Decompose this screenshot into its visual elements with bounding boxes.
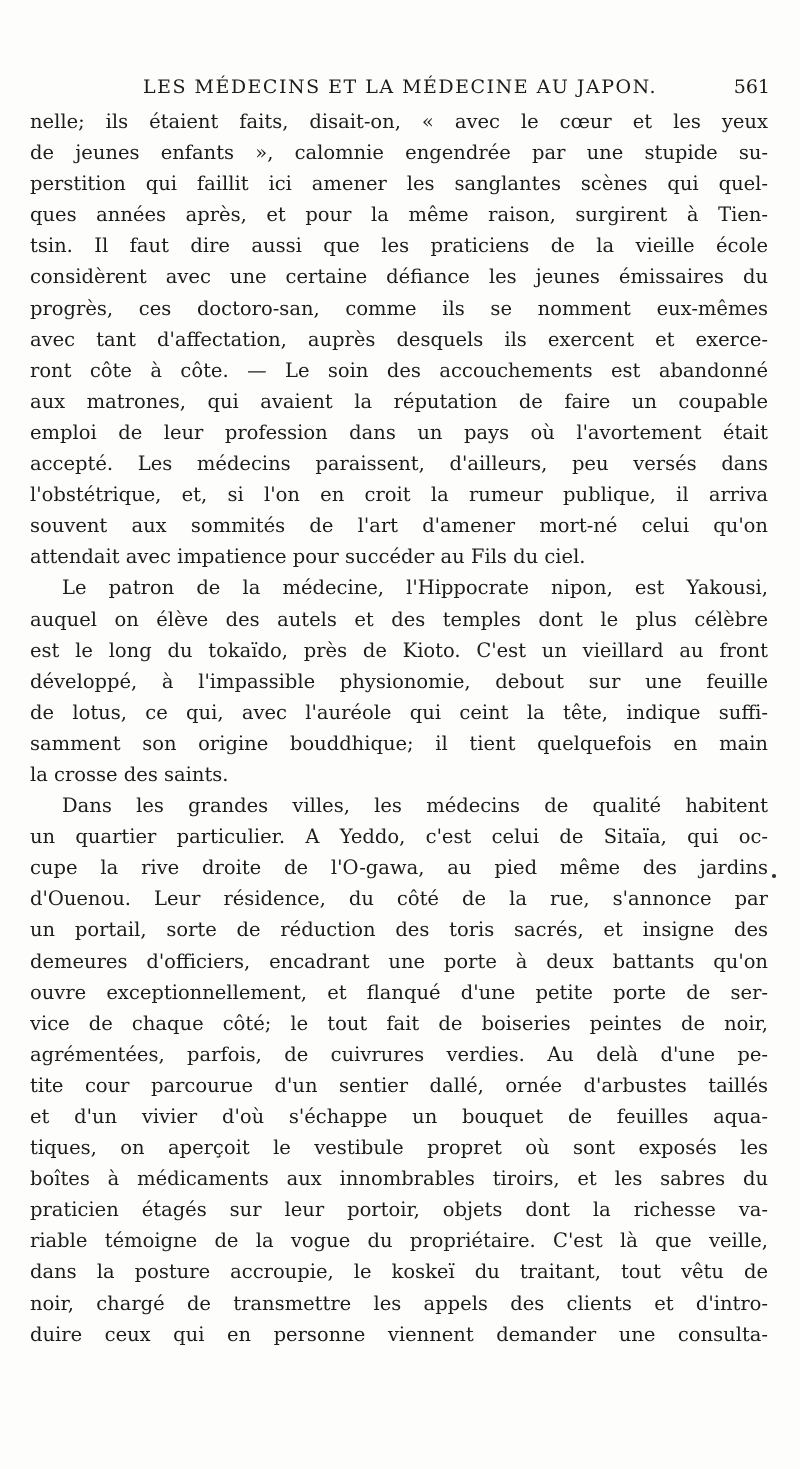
text-line: ques années après, et pour la même raison, surgirent à Tien- [30,203,768,227]
text-line: de lotus, ce qui, avec l'auréole qui ceint la tête, indique suffi- [30,700,768,724]
text-line: vice de chaque côté; le tout fait de boiseries peintes de noir, [30,1011,768,1035]
paragraph-start-line: Dans les grandes villes, les médecins de qualité habitent [62,794,768,818]
running-head-title: LES MÉDECINS ET LA MÉDECINE AU JAPON. [142,76,658,98]
text-line: demeures d'officiers, encadrant une porte à deux battants qu'on [30,949,768,973]
text-line: riable témoigne de la vogue du propriétaire. C'est là que veille, [30,1229,768,1253]
text-line: dans la posture accroupie, le koskeï du traitant, tout vêtu de [30,1260,768,1284]
text-line: aux matrones, qui avaient la réputation de faire un coupable [30,389,768,413]
text-line: ouvre exceptionnellement, et flanqué d'une petite porte de ser- [30,980,768,1004]
text-line: agrémentées, parfois, de cuivrures verdies. Au delà d'une pe- [30,1042,768,1066]
text-line: de jeunes enfants », calomnie engendrée par une stupide su- [30,141,768,165]
text-line: perstition qui faillit ici amener les sanglantes scènes qui quel- [30,172,768,196]
margin-speck [772,874,776,878]
text-line: emploi de leur profession dans un pays où l'avortement était [30,420,768,444]
text-line: avec tant d'affectation, auprès desquels ils exercent et exerce- [30,327,768,351]
text-line: souvent aux sommités de l'art d'amener mort-né celui qu'on [30,514,768,538]
text-line: accepté. Les médecins paraissent, d'ailleurs, peu versés dans [30,452,768,476]
page-number: 561 [733,76,770,98]
text-line: développé, à l'impassible physionomie, debout sur une feuille [30,669,768,693]
text-line: et d'un vivier d'où s'échappe un bouquet de feuilles aqua- [30,1105,768,1128]
body-text [30,106,768,1350]
running-head [30,72,770,102]
text-line: boîtes à médicaments aux innombrables tiroirs, et les sabres du [30,1167,768,1191]
text-line: l'obstétrique, et, si l'on en croit la rumeur publique, il arriva [30,483,768,507]
text-line: cupe la rive droite de l'O-gawa, au pied même des jardins [30,856,768,880]
text-line: ront côte à côte. — Le soin des accouchements est abandonné [30,358,768,382]
text-line: est le long du tokaïdo, près de Kioto. C'est un vieillard au front [30,638,768,662]
text-line: duire ceux qui en personne viennent demander une consulta- [30,1322,768,1346]
text-line: d'Ouenou. Leur résidence, du côté de la rue, s'annonce par [30,887,768,911]
text-line: praticien étagés sur leur portoir, objets dont la richesse va- [30,1198,768,1222]
text-line: un quartier particulier. A Yeddo, c'est celui de Sitaïa, qui oc- [30,825,768,849]
text-line: tsin. Il faut dire aussi que les praticiens de la vieille école [30,234,768,258]
paragraph-end-line: la crosse des saints. [30,762,229,786]
paragraph-start-line: Le patron de la médecine, l'Hippocrate nipon, est Yakousi, [62,576,768,600]
text-line: progrès, ces doctoro-san, comme ils se nomment eux-mêmes [30,296,768,320]
text-line: noir, chargé de transmettre les appels des clients et d'intro- [30,1291,768,1315]
paragraph-end-line: attendait avec impatience pour succéder au Fils du ciel. [30,545,586,569]
text-line: nelle; ils étaient faits, disait-on, « avec le cœur et les yeux [30,110,768,133]
text-line: auquel on élève des autels et des temples dont le plus célèbre [30,607,768,631]
text-line: un portail, sorte de réduction des toris sacrés, et insigne des [30,918,768,942]
text-line: tite cour parcourue d'un sentier dallé, ornée d'arbustes taillés [30,1073,768,1097]
text-line: tiques, on aperçoit le vestibule propret où sont exposés les [30,1136,768,1160]
text-line: considèrent avec une certaine défiance les jeunes émissaires du [30,265,768,289]
text-line: samment son origine bouddhique; il tient quelquefois en main [30,731,768,755]
